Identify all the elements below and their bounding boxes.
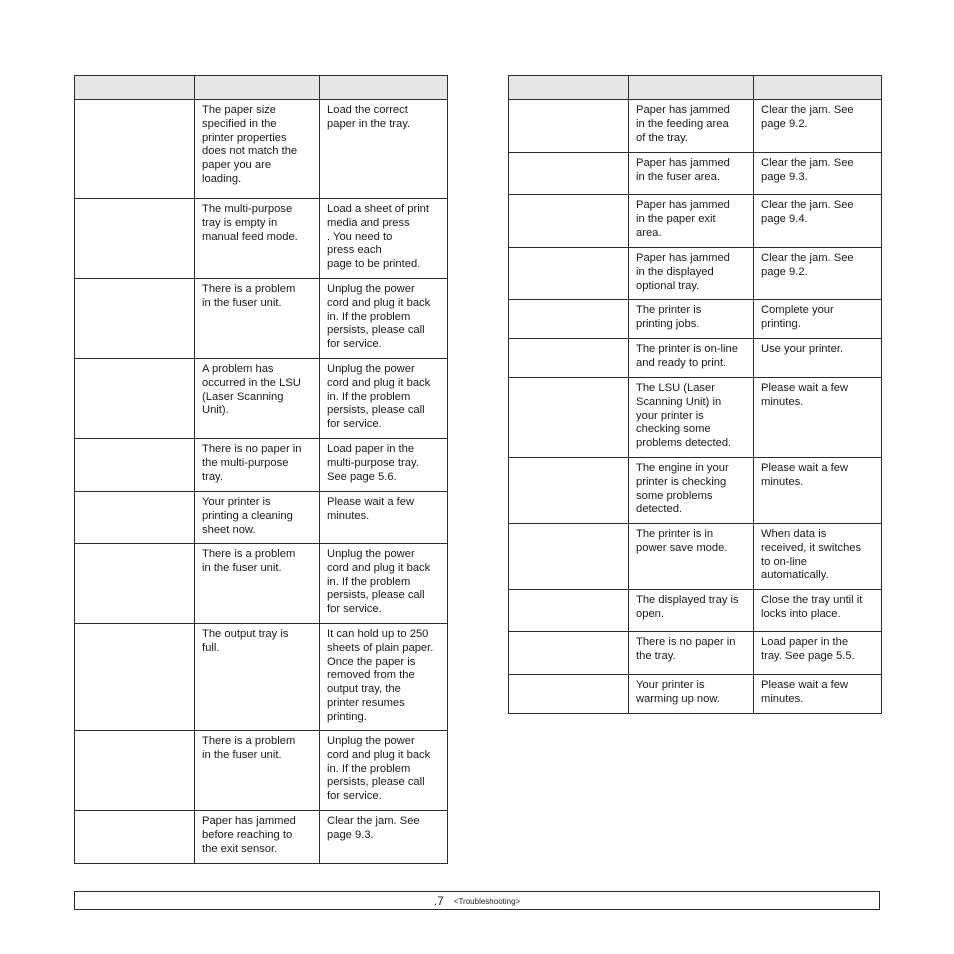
solution-text: Unplug the power cord and plug it back in. If the problem persists, please call for service. [327, 735, 431, 803]
table-row [75, 731, 448, 811]
message-cell [509, 300, 629, 339]
solution-text: Unplug the power cord and plug it back in. If the problem persists, please call for service. [327, 283, 431, 351]
meaning-cell [629, 524, 754, 590]
meaning-text: The printer is on-line and ready to print. [636, 343, 738, 369]
message-cell [75, 492, 195, 544]
meaning-cell [629, 100, 754, 153]
solution-text: Use your printer. [761, 343, 844, 355]
table-row [75, 624, 448, 731]
solution-text: Clear the jam. See page 9.3. [327, 815, 420, 841]
message-cell [509, 632, 629, 675]
solution-cell [320, 811, 448, 864]
solution-cell [754, 339, 882, 378]
table-row [75, 199, 448, 279]
meaning-text: Your printer is warming up now. [636, 679, 720, 705]
right-table-header-row [509, 76, 882, 100]
solution-cell [320, 544, 448, 624]
right-header-solution-cell [754, 76, 882, 100]
table-row [509, 524, 882, 590]
solution-text: Clear the jam. See page 9.2. [761, 104, 854, 130]
solution-cell [320, 492, 448, 544]
meaning-text: The multi-purpose tray is empty in manual feed mode. [202, 203, 298, 243]
meaning-text: Paper has jammed in the feeding area of the tray. [636, 104, 730, 144]
left-header-meaning-cell [195, 76, 320, 100]
meaning-cell [629, 632, 754, 675]
solution-text: Complete your printing. [761, 304, 834, 330]
solution-cell [754, 300, 882, 339]
solution-cell [320, 731, 448, 811]
solution-cell [754, 524, 882, 590]
message-cell [75, 439, 195, 492]
message-cell [509, 339, 629, 378]
meaning-cell [629, 590, 754, 632]
message-cell [509, 248, 629, 300]
meaning-cell [195, 731, 320, 811]
solution-text: Please wait a few minutes. [327, 496, 415, 522]
message-cell [509, 590, 629, 632]
message-cell [509, 378, 629, 458]
left-header-message-cell [75, 76, 195, 100]
solution-cell [754, 458, 882, 524]
meaning-text: The engine in your printer is checking some problems detected. [636, 462, 729, 516]
message-cell [75, 544, 195, 624]
right-header-message-cell [509, 76, 629, 100]
solution-text: It can hold up to 250 sheets of plain paper. Once the paper is removed from the output tray, the printer resumes printing. [327, 628, 434, 723]
table-row [509, 100, 882, 153]
table-row [509, 458, 882, 524]
solution-text: Clear the jam. See page 9.3. [761, 157, 854, 183]
meaning-cell [195, 279, 320, 359]
solution-text: Unplug the power cord and plug it back in. If the problem persists, please call for service. [327, 548, 431, 616]
table-row [509, 195, 882, 248]
solution-text: Load a sheet of print media and press . You need to press each page to be printed. [327, 203, 430, 271]
solution-text: Unplug the power cord and plug it back in. If the problem persists, please call for service. [327, 363, 431, 431]
table-row [75, 100, 448, 199]
meaning-cell [195, 492, 320, 544]
meaning-cell [195, 199, 320, 279]
meaning-text: There is a problem in the fuser unit. [202, 548, 296, 574]
solution-cell [754, 248, 882, 300]
meaning-text: The printer is printing jobs. [636, 304, 702, 330]
table-row [509, 378, 882, 458]
meaning-text: There is a problem in the fuser unit. [202, 735, 296, 761]
table-row [75, 544, 448, 624]
solution-text: Clear the jam. See page 9.4. [761, 199, 854, 225]
meaning-cell [629, 339, 754, 378]
meaning-text: Paper has jammed before reaching to the exit sensor. [202, 815, 296, 855]
solution-cell [320, 279, 448, 359]
solution-cell [320, 199, 448, 279]
meaning-text: Paper has jammed in the fuser area. [636, 157, 730, 183]
message-cell [509, 675, 629, 714]
solution-cell [320, 359, 448, 439]
page-footer [74, 891, 880, 910]
solution-cell [320, 439, 448, 492]
solution-text: Load paper in the tray. See page 5.5. [761, 636, 855, 662]
meaning-cell [195, 100, 320, 199]
solution-text: Please wait a few minutes. [761, 679, 849, 705]
solution-cell [754, 675, 882, 714]
solution-text: Please wait a few minutes. [761, 382, 849, 408]
message-cell [75, 624, 195, 731]
message-cell [509, 100, 629, 153]
meaning-cell [195, 359, 320, 439]
solution-text: Close the tray until it locks into place. [761, 594, 863, 620]
meaning-text: The displayed tray is open. [636, 594, 739, 620]
table-row [509, 632, 882, 675]
left-message-table [74, 75, 448, 864]
table-row [75, 359, 448, 439]
solution-text: Load the correct paper in the tray. [327, 104, 411, 130]
solution-text: Load paper in the multi-purpose tray. See page 5.6. [327, 443, 419, 483]
solution-cell [754, 153, 882, 195]
right-message-table [508, 75, 882, 714]
table-row [509, 300, 882, 339]
message-cell [75, 811, 195, 864]
solution-text: When data is received, it switches to on-line automatically. [761, 528, 862, 582]
table-row [75, 811, 448, 864]
message-cell [509, 458, 629, 524]
table-row [509, 590, 882, 632]
meaning-cell [195, 439, 320, 492]
message-cell [75, 359, 195, 439]
table-row [509, 153, 882, 195]
meaning-text: The LSU (Laser Scanning Unit) in your printer is checking some problems detected. [636, 382, 732, 450]
table-row [509, 339, 882, 378]
left-header-solution-cell [320, 76, 448, 100]
solution-cell [754, 632, 882, 675]
meaning-cell [629, 248, 754, 300]
meaning-text: The paper size specified in the printer properties does not match the paper you are loading. [202, 104, 298, 185]
meaning-text: Paper has jammed in the paper exit area. [636, 199, 730, 239]
solution-text: Clear the jam. See page 9.2. [761, 252, 854, 278]
message-cell [75, 199, 195, 279]
left-table-header-row [75, 76, 448, 100]
table-row [75, 492, 448, 544]
solution-cell [320, 100, 448, 199]
solution-text: Please wait a few minutes. [761, 462, 849, 488]
meaning-cell [629, 675, 754, 714]
meaning-text: The output tray is full. [202, 628, 289, 654]
table-row [75, 439, 448, 492]
meaning-text: Paper has jammed in the displayed optional tray. [636, 252, 730, 292]
table-row [75, 279, 448, 359]
meaning-text: There is no paper in the tray. [636, 636, 736, 662]
page-number: .7 [433, 893, 444, 908]
message-cell [75, 279, 195, 359]
section-label: <Troubleshooting> [453, 897, 521, 906]
meaning-cell [629, 153, 754, 195]
meaning-cell [629, 458, 754, 524]
solution-cell [754, 378, 882, 458]
message-cell [75, 731, 195, 811]
solution-cell [754, 590, 882, 632]
table-row [509, 675, 882, 714]
meaning-text: There is a problem in the fuser unit. [202, 283, 296, 309]
meaning-cell [195, 544, 320, 624]
message-cell [509, 153, 629, 195]
right-header-meaning-cell [629, 76, 754, 100]
message-cell [509, 195, 629, 248]
meaning-text: A problem has occurred in the LSU (Laser Scanning Unit). [202, 363, 301, 417]
meaning-cell [629, 195, 754, 248]
meaning-text: The printer is in power save mode. [636, 528, 728, 554]
meaning-text: Your printer is printing a cleaning sheet now. [202, 496, 293, 536]
table-row [509, 248, 882, 300]
meaning-cell [195, 624, 320, 731]
message-cell [509, 524, 629, 590]
solution-cell [754, 195, 882, 248]
meaning-cell [195, 811, 320, 864]
meaning-text: There is no paper in the multi-purpose tray. [202, 443, 302, 483]
message-cell [75, 100, 195, 199]
solution-cell [320, 624, 448, 731]
meaning-cell [629, 378, 754, 458]
solution-cell [754, 100, 882, 153]
meaning-cell [629, 300, 754, 339]
